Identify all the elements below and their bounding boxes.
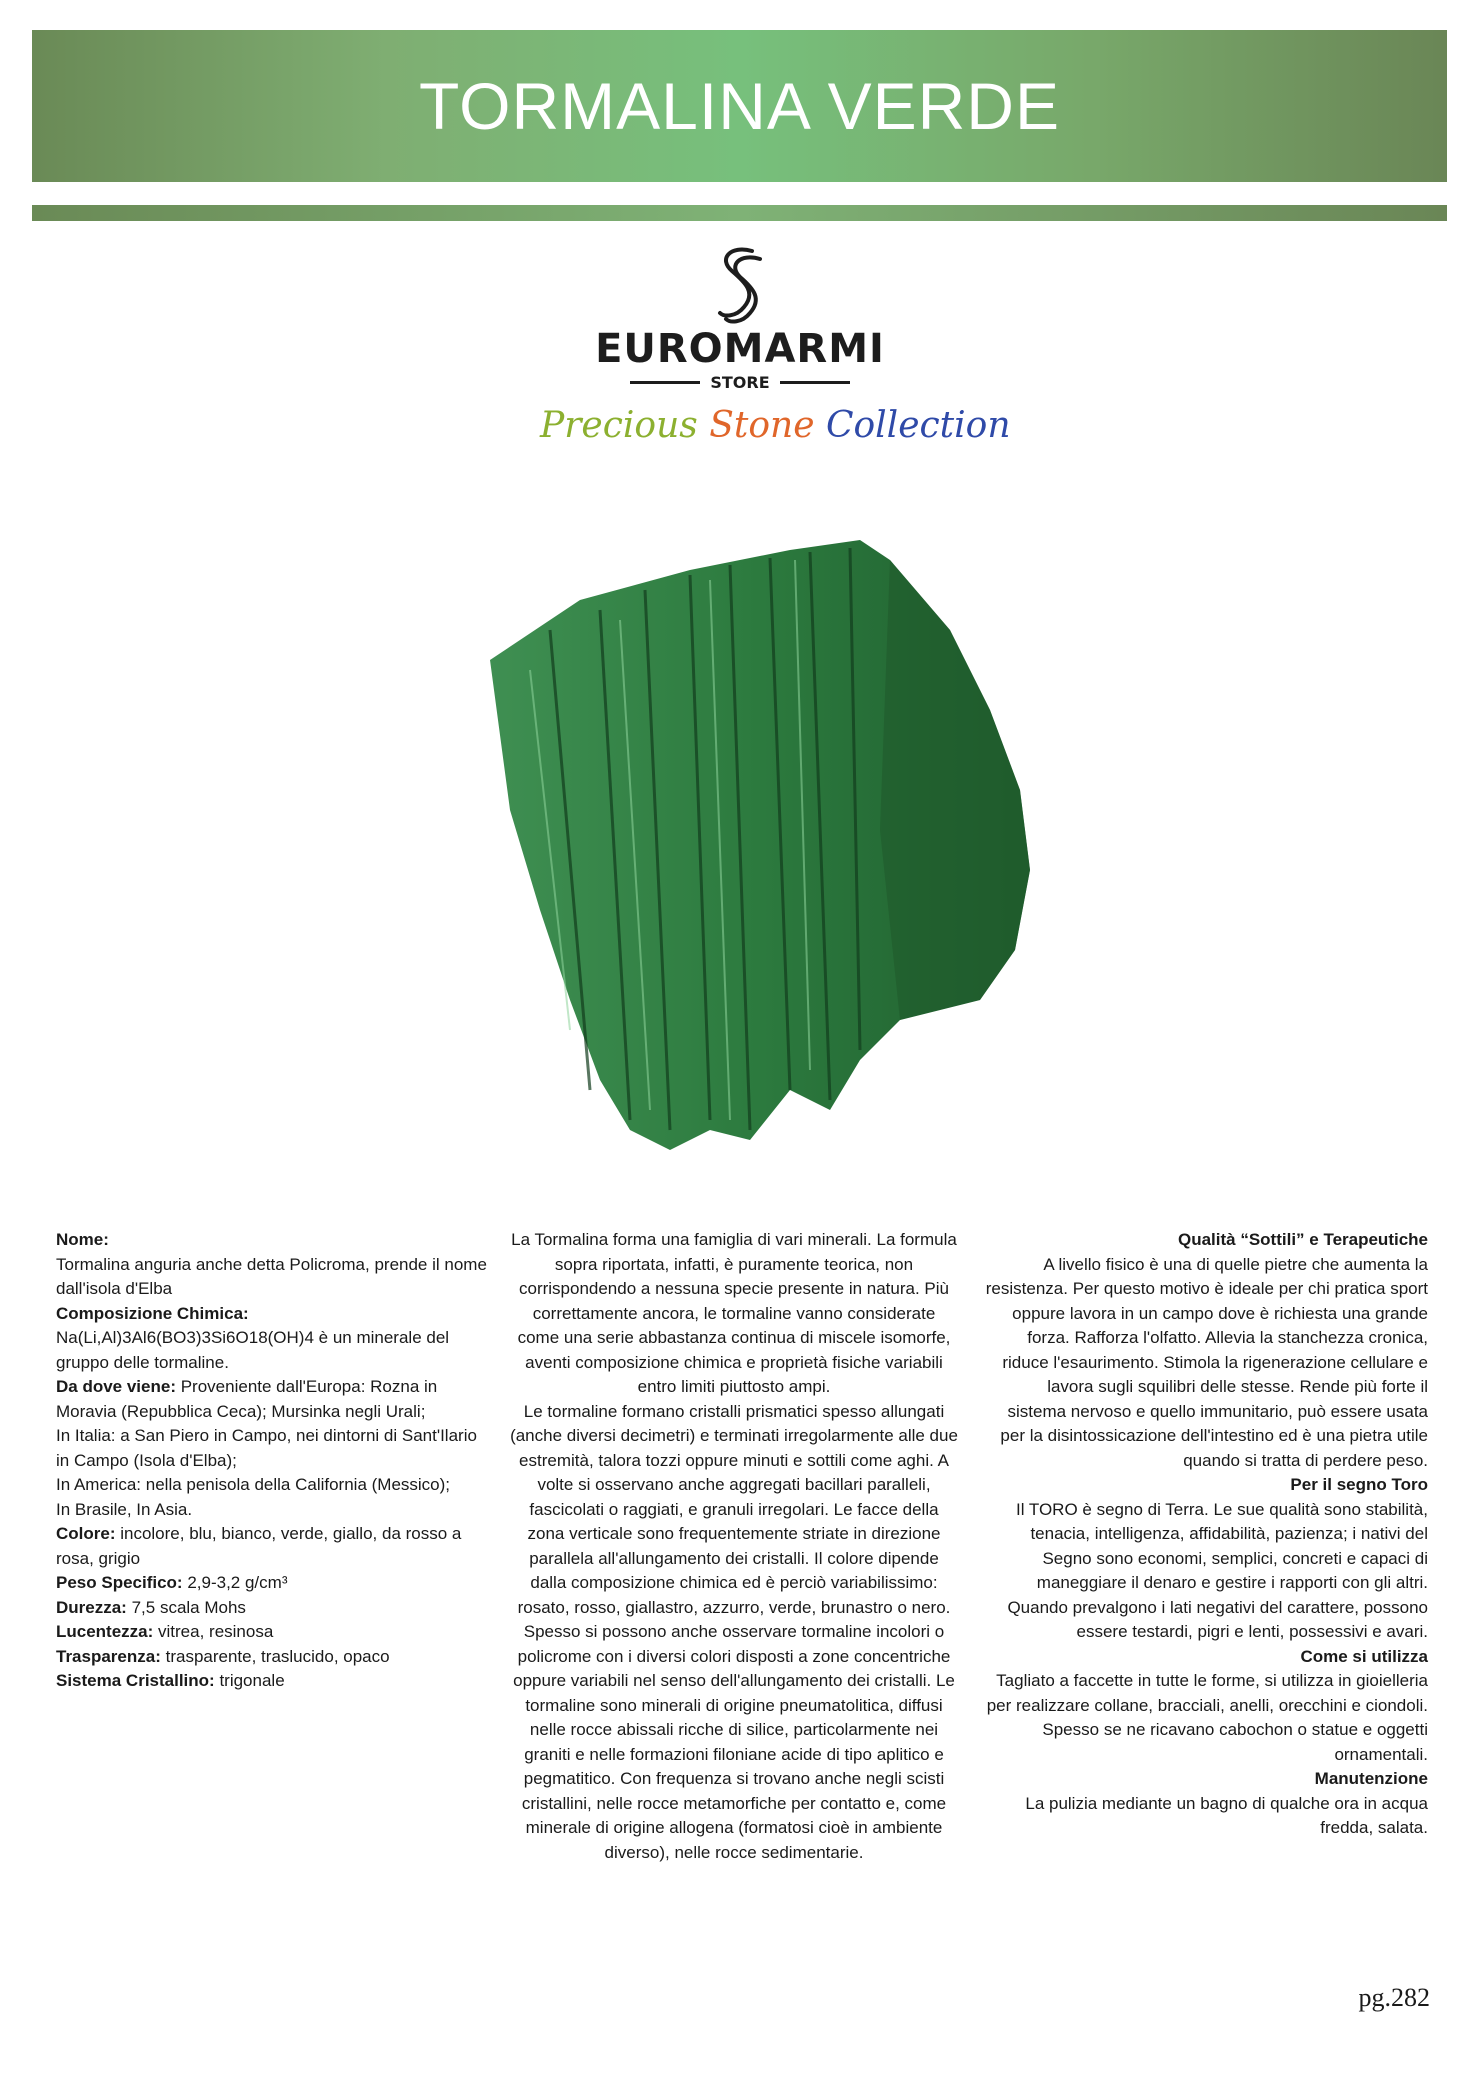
brand-name: EUROMARMI <box>595 326 885 372</box>
double-s-logo-icon <box>700 245 780 327</box>
properties-column <box>56 1228 490 1694</box>
colore-label: Colore: <box>56 1524 116 1543</box>
segno-heading: Per il segno Toro <box>1290 1475 1428 1494</box>
qualities-column <box>985 1228 1428 1841</box>
provenienza-value: Proveniente dall'Europa: Rozna in Moravia (Repubblica Ceca); Mursinka negli Urali; <box>56 1377 438 1421</box>
manutenzione-heading: Manutenzione <box>1314 1769 1428 1788</box>
segno-text: Il TORO è segno di Terra. Le sue qualità sono stabilità, tenacia, intelligenza, affidabilità, pazienza; i nativi del Segno sono economi, semplici, concreti e capaci di maneggiare il denaro e gestire i rapporti con gli altri. Quando prevalgono i lati negativi del carattere, possono essere testardi, pigri e lenti, possessivi e avari. <box>1007 1499 1428 1641</box>
lucentezza-label: Lucentezza: <box>56 1622 154 1641</box>
colore-value: incolore, blu, bianco, verde, giallo, da rosso a rosa, grigio <box>56 1524 462 1568</box>
trasparenza-label: Trasparenza: <box>56 1646 161 1666</box>
brand-sub: STORE <box>710 373 770 392</box>
lucentezza-value: vitrea, resinosa <box>153 1622 274 1641</box>
utilizzo-heading: Come si utilizza <box>1300 1646 1428 1666</box>
brand-line-left <box>630 381 700 384</box>
composizione-value: Na(Li,Al)3Al6(BO3)3Si6O18(OH)4 è un minerale del gruppo delle tormaline. <box>56 1328 450 1372</box>
provenienza-italia: In Italia: a San Piero in Campo, nei dintorni di Sant'Ilario in Campo (Isola d'Elba); <box>56 1426 477 1470</box>
collection-tagline <box>540 405 1011 446</box>
qualita-heading: Qualità “Sottili” e Terapeutiche <box>1177 1230 1428 1249</box>
sistema-label: Sistema Cristallino: <box>56 1671 215 1690</box>
collection-word-collection: Collection <box>825 405 1011 446</box>
page-title: TORMALINA VERDE <box>419 69 1060 143</box>
provenienza-label: Da dove viene: <box>56 1377 176 1396</box>
collection-word-stone: Stone <box>709 405 815 446</box>
durezza-value: 7,5 scala Mohs <box>126 1597 246 1617</box>
description-paragraph-1: La Tormalina forma una famiglia di vari minerali. La formula sopra riportata, infatti, è puramente teorica, non corrispondendo a nessuna specie presente in natura. Più correttamente ancora, le tormaline vanno considerate come una serie abbastanza continua di miscele isomorfe, aventi composizione chimica e proprietà fisiche variabili entro limiti piuttosto ampi. <box>511 1230 957 1396</box>
divider-bar <box>32 205 1447 221</box>
peso-value: 2,9-3,2 g/cm³ <box>182 1573 288 1592</box>
brand-line-right <box>780 381 850 384</box>
provenienza-brasile: In Brasile, In Asia. <box>56 1499 193 1519</box>
description-column <box>510 1228 958 1865</box>
durezza-label: Durezza: <box>56 1597 127 1617</box>
description-paragraph-2: Le tormaline formano cristalli prismatici spesso allungati (anche diversi decimetri) e terminati irregolarmente alle due estremità, talora tozzi oppure minuti e sottili come aghi. A volte si osservano anche aggregati bacillari paralleli, fascicolati o raggiati, e granuli irregolari. Le facce della zona verticale sono frequentemente striate in direzione parallela all'allungamento dei cristalli. Il colore dipende dalla composizione chimica ed è perciò variabilissimo: rosato, rosso, giallastro, azzurro, verde, brunastro o nero. Spesso si possono anche osservare tormaline incolori o policrome con i diversi colori disposti a zone concentriche oppure variabili nel senso dell'allungamento dei cristalli. Le tormaline sono minerali di origine pneumatolitica, diffusi nelle rocce abissali ricche di silice, particolarmente nei graniti e nelle formazioni filoniane acide di tipo aplitico e pegmatitico. Con frequenza si trovano anche negli scisti cristallini, nelle rocce metamorfiche per contatto e, come minerale di origine allogena (formatosi cioè in ambiente diverso), nelle rocce sedimentarie. <box>510 1401 958 1862</box>
peso-label: Peso Specifico: <box>56 1573 183 1592</box>
page-number: pg.282 <box>1358 1983 1430 2012</box>
collection-word-precious: Precious <box>540 405 698 446</box>
nome-value: Tormalina anguria anche detta Policroma, prende il nome dall'isola d'Elba <box>56 1254 487 1298</box>
brand-sub-row <box>590 373 890 392</box>
utilizzo-text: Tagliato a faccette in tutte le forme, si utilizza in gioielleria per realizzare collane, bracciali, anelli, orecchini e ciondoli. Spesso se ne ricavano cabochon o statue e oggetti ornamentali. <box>986 1671 1428 1764</box>
title-banner <box>32 30 1447 182</box>
nome-label: Nome: <box>56 1230 109 1249</box>
manutenzione-text: La pulizia mediante un bagno di qualche ora in acqua fredda, salata. <box>1025 1793 1428 1837</box>
trasparenza-value: trasparente, traslucido, opaco <box>160 1646 390 1666</box>
composizione-label: Composizione Chimica: <box>56 1303 249 1323</box>
qualita-text: A livello fisico è una di quelle pietre che aumenta la resistenza. Per questo motivo è ideale per chi pratica sport oppure lavora in un campo dove è richiesta una grande forza. Rafforza l'olfatto. Allevia la stanchezza cronica, riduce l'esaurimento. Stimola la rigenerazione cellulare e lavora sugli squilibri delle stesse. Rende più forte il sistema nervoso e quello immunitario, può essere usata per la disintossicazione dell'intestino ed è una pietra utile quando si tratta di perdere peso. <box>985 1254 1428 1470</box>
sistema-value: trigonale <box>214 1671 285 1690</box>
tourmaline-crystal-image <box>460 530 1120 1210</box>
provenienza-america: In America: nella penisola della California (Messico); <box>56 1475 451 1494</box>
